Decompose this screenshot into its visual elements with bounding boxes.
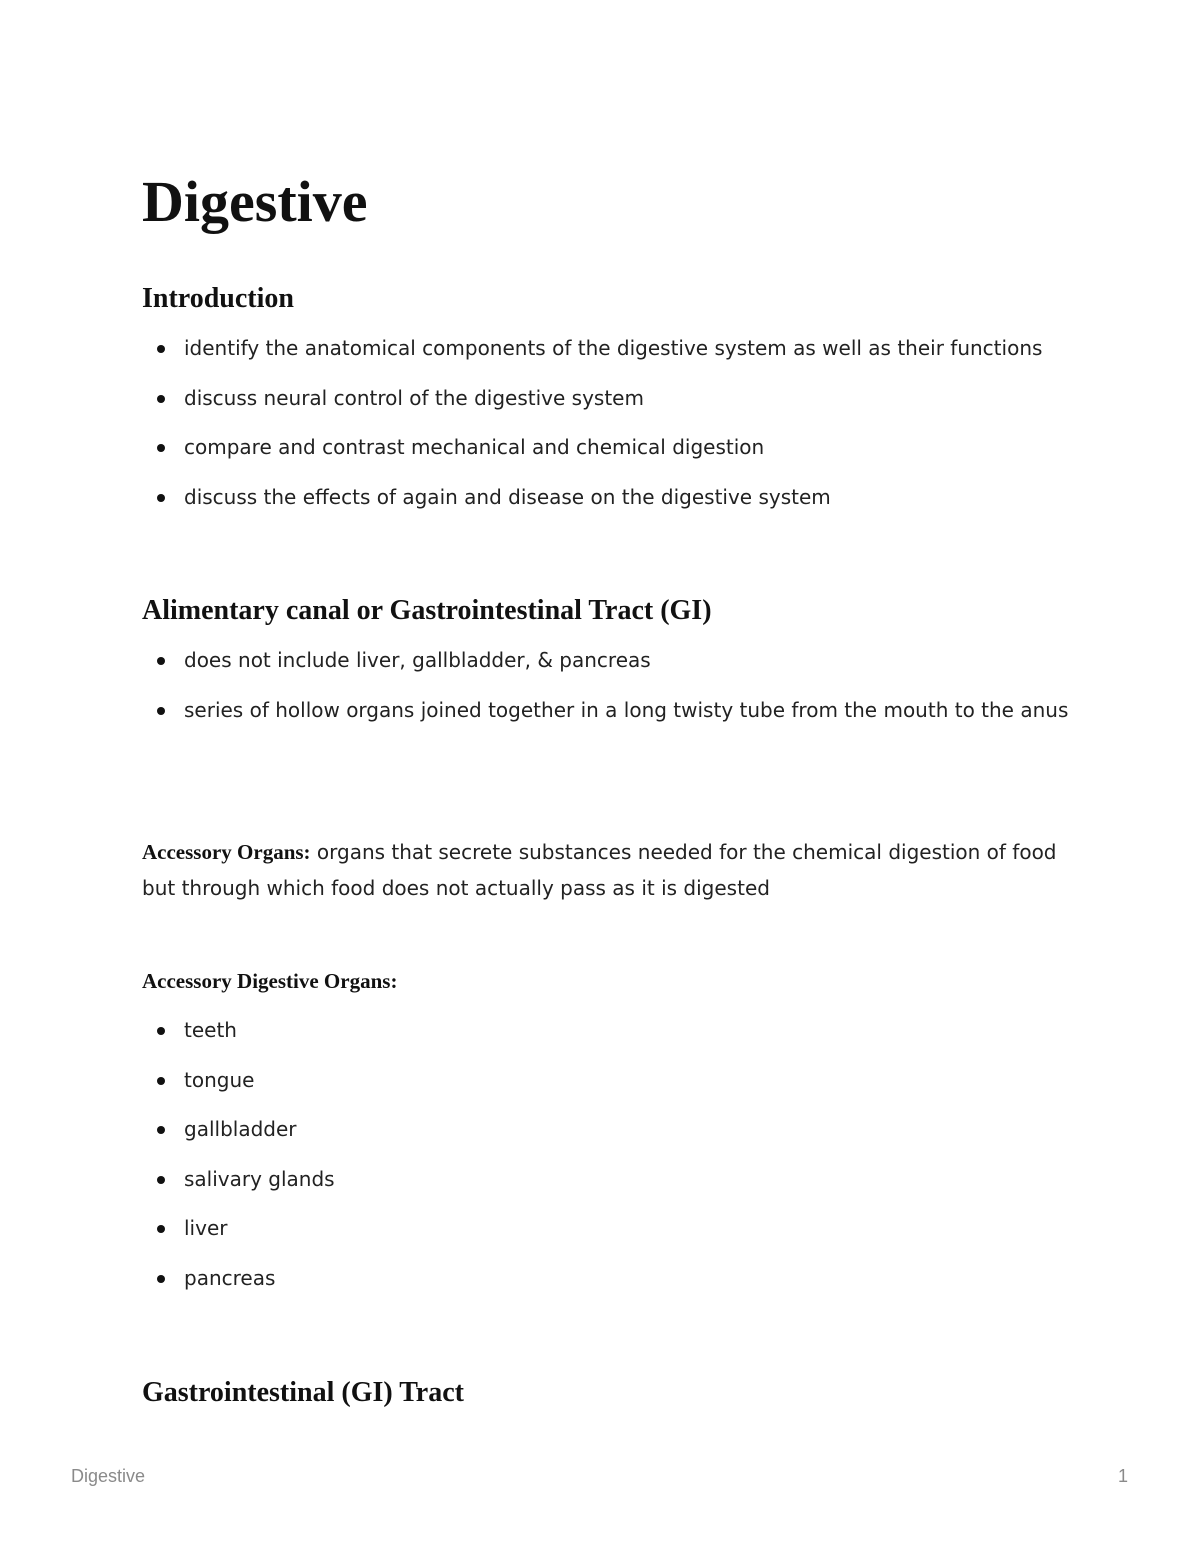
bullet-icon <box>157 395 165 403</box>
list-item: identify the anatomical components of the digestive system as well as their functions <box>142 336 1042 386</box>
introduction-heading: Introduction <box>142 283 294 314</box>
bullet-icon <box>157 1077 165 1085</box>
bullet-icon <box>157 1126 165 1134</box>
list-item: does not include liver, gallbladder, & pancreas <box>142 648 1068 698</box>
bullet-icon <box>157 1275 165 1283</box>
bullet-icon <box>157 707 165 715</box>
list-item: discuss neural control of the digestive system <box>142 386 1042 436</box>
document-title: Digestive <box>142 169 368 234</box>
bullet-icon <box>157 1027 165 1035</box>
list-item: salivary glands <box>142 1167 335 1217</box>
accessory-organs-paragraph <box>142 834 1072 906</box>
bullet-icon <box>157 1176 165 1184</box>
list-item: liver <box>142 1216 335 1266</box>
list-item: discuss the effects of again and disease on the digestive system <box>142 485 1042 535</box>
list-item: pancreas <box>142 1266 335 1316</box>
accessory-organs-label: Accessory Organs: <box>142 840 311 864</box>
bullet-icon <box>157 444 165 452</box>
list-item: series of hollow organs joined together in a long twisty tube from the mouth to the anus <box>142 698 1068 748</box>
alimentary-heading: Alimentary canal or Gastrointestinal Tract (GI) <box>142 595 712 626</box>
accessory-digestive-heading: Accessory Digestive Organs: <box>142 969 398 993</box>
list-item: tongue <box>142 1068 335 1118</box>
list-item: teeth <box>142 1018 335 1068</box>
introduction-list <box>142 336 1042 534</box>
footer-document-name: Digestive <box>71 1466 146 1486</box>
accessory-digestive-list <box>142 1018 335 1315</box>
gi-tract-heading: Gastrointestinal (GI) Tract <box>142 1377 464 1408</box>
accessory-organs-text: organs that secrete substances needed for the chemical digestion of food but through which food does not actually pass as it is digested <box>142 840 1057 900</box>
bullet-icon <box>157 657 165 665</box>
list-item: gallbladder <box>142 1117 335 1167</box>
alimentary-list <box>142 648 1068 747</box>
list-item: compare and contrast mechanical and chemical digestion <box>142 435 1042 485</box>
bullet-icon <box>157 1225 165 1233</box>
bullet-icon <box>157 345 165 353</box>
bullet-icon <box>157 494 165 502</box>
footer-page-number: 1 <box>1117 1466 1128 1486</box>
